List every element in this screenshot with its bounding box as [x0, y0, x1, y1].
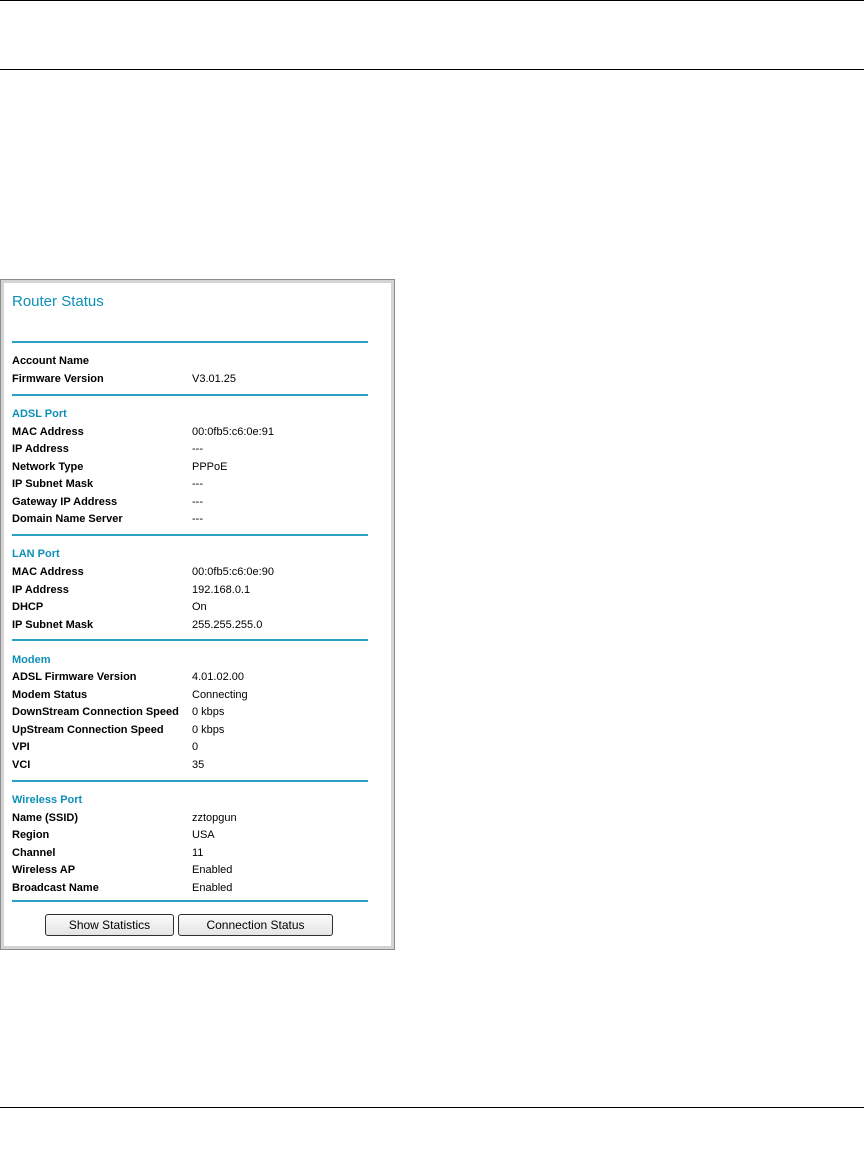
wireless-ap-label: Wireless AP: [12, 864, 76, 876]
channel-label: Channel: [12, 847, 56, 859]
vci-label: VCI: [12, 759, 31, 771]
section-divider: [12, 534, 368, 536]
broadcast-name-label: Broadcast Name: [12, 882, 99, 894]
lan-ip-address-value: 192.168.0.1: [192, 584, 251, 596]
gateway-ip-address-label: Gateway IP Address: [12, 496, 118, 508]
header-rule: [0, 69, 864, 70]
network-type-value: PPPoE: [192, 461, 228, 473]
lan-mac-address-value: 00:0fb5:c6:0e:90: [192, 566, 274, 578]
page-top-rule: [0, 0, 864, 1]
lan-port-heading: LAN Port: [12, 548, 60, 560]
dhcp-label: DHCP: [12, 601, 44, 613]
modem-heading: Modem: [12, 654, 51, 666]
footer-rule: [0, 1107, 864, 1108]
modem-status-label: Modem Status: [12, 689, 88, 701]
upstream-speed-label: UpStream Connection Speed: [12, 724, 164, 736]
downstream-speed-value: 0 kbps: [192, 706, 225, 718]
router-status-screenshot: [0, 279, 395, 950]
dhcp-value: On: [192, 601, 207, 613]
domain-name-server-value: ---: [192, 513, 203, 525]
vpi-value: 0: [192, 741, 199, 753]
account-name-label: Account Name: [12, 355, 90, 367]
lan-ip-address-label: IP Address: [12, 584, 69, 596]
connection-status-button[interactable]: Connection Status: [178, 914, 333, 936]
adsl-ip-address-label: IP Address: [12, 443, 69, 455]
vpi-label: VPI: [12, 741, 30, 753]
adsl-mac-address-value: 00:0fb5:c6:0e:91: [192, 426, 274, 438]
adsl-firmware-version-label: ADSL Firmware Version: [12, 671, 137, 683]
adsl-subnet-mask-label: IP Subnet Mask: [12, 478, 94, 490]
show-statistics-button[interactable]: Show Statistics: [45, 914, 174, 936]
vci-value: 35: [192, 759, 205, 771]
wireless-ap-value: Enabled: [192, 864, 233, 876]
adsl-mac-address-label: MAC Address: [12, 426, 84, 438]
network-type-label: Network Type: [12, 461, 84, 473]
channel-value: 11: [192, 847, 204, 859]
broadcast-name-value: Enabled: [192, 882, 233, 894]
ssid-value: zztopgun: [192, 812, 237, 824]
section-divider: [12, 639, 368, 641]
page-title: Router Status: [12, 293, 104, 310]
gateway-ip-address-value: ---: [192, 496, 203, 508]
adsl-ip-address-value: ---: [192, 443, 203, 455]
router-status-panel: [4, 283, 391, 946]
lan-mac-address-label: MAC Address: [12, 566, 84, 578]
section-divider: [12, 900, 368, 902]
ssid-label: Name (SSID): [12, 812, 79, 824]
region-label: Region: [12, 829, 50, 841]
region-value: USA: [192, 829, 215, 841]
firmware-version-label: Firmware Version: [12, 373, 104, 385]
adsl-subnet-mask-value: ---: [192, 478, 203, 490]
wireless-port-heading: Wireless Port: [12, 794, 83, 806]
lan-subnet-mask-label: IP Subnet Mask: [12, 619, 94, 631]
domain-name-server-label: Domain Name Server: [12, 513, 123, 525]
adsl-port-heading: ADSL Port: [12, 408, 67, 420]
lan-subnet-mask-value: 255.255.255.0: [192, 619, 263, 631]
section-divider: [12, 780, 368, 782]
adsl-firmware-version-value: 4.01.02.00: [192, 671, 244, 683]
upstream-speed-value: 0 kbps: [192, 724, 225, 736]
section-divider: [12, 341, 368, 343]
section-divider: [12, 394, 368, 396]
downstream-speed-label: DownStream Connection Speed: [12, 706, 179, 718]
modem-status-value: Connecting: [192, 689, 248, 701]
firmware-version-value: V3.01.25: [192, 373, 237, 385]
